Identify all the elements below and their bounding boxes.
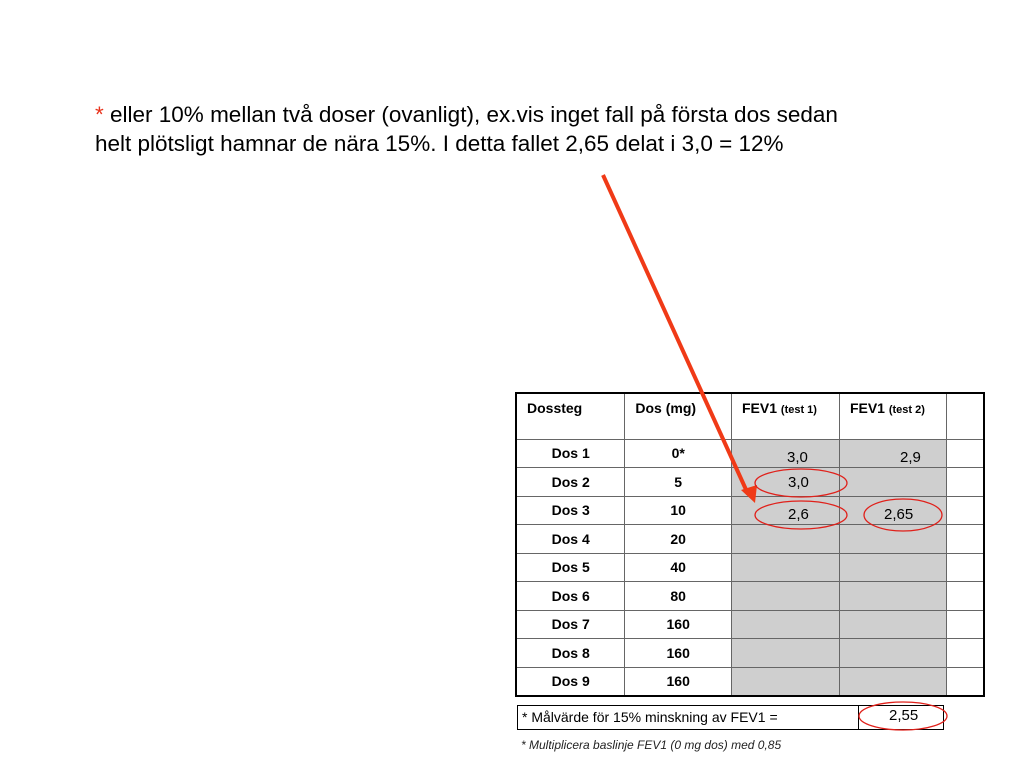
- cell-dossteg: Dos 8: [516, 639, 625, 668]
- cell-dose: 160: [625, 610, 732, 639]
- cell-dose: 160: [625, 667, 732, 696]
- annotation-dos1-test1: 3,0: [787, 449, 808, 466]
- cell-dose: 20: [625, 525, 732, 554]
- annotation-dos3-test1: 2,6: [788, 506, 809, 523]
- annotation-dos2-test1: 3,0: [788, 474, 809, 491]
- highlight-circle-dos3-test1: [755, 501, 847, 529]
- cell-dossteg: Dos 1: [516, 439, 625, 468]
- highlight-circle-target: [859, 702, 947, 730]
- red-arrow: [603, 175, 748, 494]
- target-value-label: * Målvärde för 15% minskning av FEV1 =: [522, 709, 778, 725]
- explanation-text: eller 10% mellan två doser (ovanligt), ex.vis inget fall på första dos sedan helt plötsligt hamnar de nära 15%. I detta fallet 2,65 delat i 3,0 = 12%: [95, 102, 838, 156]
- cell-dose: 5: [625, 468, 732, 497]
- footnote: * Multiplicera baslinje FEV1 (0 mg dos) med 0,85: [521, 738, 782, 752]
- cell-dossteg: Dos 4: [516, 525, 625, 554]
- cell-dose: 160: [625, 639, 732, 668]
- cell-dossteg: Dos 5: [516, 553, 625, 582]
- cell-dossteg: Dos 3: [516, 496, 625, 525]
- highlight-circle-dos3-test2: [864, 499, 942, 531]
- highlight-circle-dos2: [755, 469, 847, 497]
- cell-dose: 0*: [625, 439, 732, 468]
- cell-dossteg: Dos 7: [516, 610, 625, 639]
- cell-dossteg: Dos 9: [516, 667, 625, 696]
- cell-dose: 10: [625, 496, 732, 525]
- cell-dose: 80: [625, 582, 732, 611]
- target-value: 2,55: [889, 707, 919, 724]
- annotation-dos1-test2: 2,9: [900, 449, 921, 466]
- header-fev1-test1: FEV1 (test 1): [732, 393, 840, 439]
- header-fev1-test2: FEV1 (test 2): [839, 393, 946, 439]
- cell-dossteg: Dos 2: [516, 468, 625, 497]
- asterisk-marker: *: [95, 102, 104, 127]
- annotation-dos3-test2: 2,65: [884, 506, 914, 523]
- header-dos-mg: Dos (mg): [625, 393, 732, 439]
- cell-dose: 40: [625, 553, 732, 582]
- header-dossteg: Dossteg: [516, 393, 625, 439]
- cell-dossteg: Dos 6: [516, 582, 625, 611]
